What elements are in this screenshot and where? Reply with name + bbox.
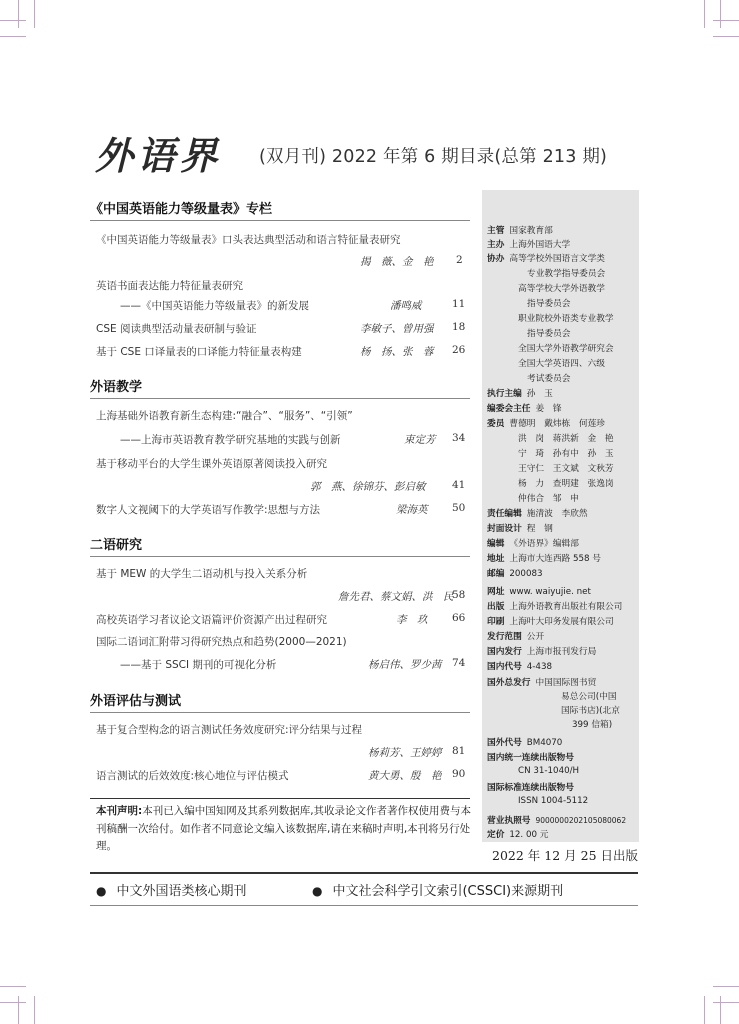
- masthead-row: [487, 615, 614, 627]
- masthead-label: 出版: [487, 602, 505, 612]
- domestic-value: 上海市报刊发行局: [526, 647, 597, 657]
- masthead-label: 发行范围: [487, 632, 522, 642]
- masthead-label: 协办: [487, 254, 505, 264]
- masthead-row: [487, 660, 552, 672]
- crop-mark: [713, 36, 739, 37]
- article-page: 26: [452, 344, 466, 356]
- masthead-label: 国外代号: [487, 738, 522, 748]
- crop-mark: [34, 996, 35, 1024]
- coop-value: 全国大学英语四、六级: [518, 359, 605, 369]
- article-authors: 郭 燕、徐锦芬、彭启敏: [310, 481, 426, 493]
- coop-value: 高等学校外国语言文学类: [509, 254, 605, 264]
- article-subtitle[interactable]: ——基于 SSCI 期刊的可视化分析: [120, 659, 277, 671]
- masthead-label: 定价: [487, 830, 505, 840]
- article-page: 81: [452, 745, 466, 757]
- journal-logo: 外语界: [95, 133, 222, 178]
- notice-text: 本刊已入编中国知网及其系列数据库,其收录论文作者著作权使用费与本刊稿酬一次给付。如作者不同意论文编入该数据库,请在来稿时声明,本刊将另行处理。: [96, 805, 472, 852]
- article-authors: 李敏子、曾用强: [360, 323, 434, 335]
- crop-mark: [18, 996, 19, 1024]
- members-value: 杨 力 查明建 张逸岗: [518, 479, 614, 489]
- crop-mark: [18, 0, 19, 28]
- crop-mark: [0, 20, 26, 21]
- notice-label: 本刊声明:: [96, 805, 143, 817]
- section-title: 外语教学: [90, 380, 143, 395]
- crop-mark: [0, 986, 26, 987]
- website-link[interactable]: www. waiyujie. net: [509, 587, 591, 597]
- postcode-value: 200083: [509, 569, 543, 579]
- article-authors: 潘鸣威: [390, 300, 422, 312]
- article-title[interactable]: 国际二语词汇附带习得研究热点和趋势(2000—2021): [96, 636, 347, 648]
- masthead-label: 国内发行: [487, 647, 522, 657]
- article-title[interactable]: 英语书面表达能力特征量表研究: [96, 280, 243, 292]
- article-page: 50: [452, 502, 466, 514]
- article-subtitle[interactable]: ——《中国英语能力等级量表》的新发展: [120, 300, 309, 312]
- article-title[interactable]: 基于移动平台的大学生课外英语原著阅读投入研究: [96, 458, 327, 470]
- masthead-row: [487, 507, 588, 519]
- article-page: 58: [452, 589, 466, 601]
- coop-value: 考试委员会: [527, 374, 571, 384]
- overseas-value: 国际书店)(北京: [561, 706, 620, 716]
- coop-value: 高等学校大学外语教学: [518, 284, 605, 294]
- crop-mark: [720, 996, 721, 1024]
- crop-mark: [713, 20, 739, 21]
- masthead-row: [487, 537, 579, 549]
- coop-value: 指导委员会: [527, 299, 571, 309]
- printer-value: 上海叶大印务发展有限公司: [509, 617, 614, 627]
- masthead-label: 封面设计: [487, 524, 522, 534]
- badge-text: 中文社会科学引文索引(CSSCI)来源期刊: [332, 884, 564, 899]
- masthead-label: 主办: [487, 240, 505, 250]
- masthead-row: [487, 387, 553, 399]
- overseas-code-value: BM4070: [526, 738, 563, 748]
- license-value: 9000000202105080062: [535, 816, 627, 825]
- article-page: 11: [452, 298, 466, 310]
- cover-value: 程 钢: [526, 524, 553, 534]
- masthead-label: 编委会主任: [487, 404, 531, 414]
- article-title[interactable]: 基于 CSE 口译量表的口译能力特征量表构建: [96, 346, 302, 358]
- masthead-row: [487, 224, 553, 236]
- masthead-label: 国外总发行: [487, 678, 531, 688]
- article-page: 2: [456, 254, 463, 266]
- masthead-row: [487, 781, 579, 793]
- masthead-row: [487, 585, 591, 597]
- footer-bottom-rule: [90, 905, 638, 906]
- cn-value: CN 31-1040/H: [518, 766, 580, 776]
- coop-value: 指导委员会: [527, 329, 571, 339]
- crop-mark: [34, 0, 35, 28]
- crop-mark: [713, 986, 739, 987]
- badge-text: 中文外国语类核心期刊: [116, 884, 247, 899]
- masthead-row: [487, 828, 548, 840]
- article-title[interactable]: 基于复合型构念的语言测试任务效度研究:评分结果与过程: [96, 724, 363, 736]
- masthead-row: [487, 736, 562, 748]
- masthead-row: [487, 552, 601, 564]
- crop-mark: [704, 0, 705, 28]
- article-authors: 李 玖: [396, 614, 428, 626]
- masthead-label: 网址: [487, 587, 505, 597]
- masthead-row: [487, 252, 605, 264]
- publication-date: 2022 年 12 月 25 日出版: [492, 848, 638, 863]
- masthead-label: 国内统一连续出版物号: [487, 753, 574, 763]
- coop-value: 职业院校外语类专业教学: [518, 314, 614, 324]
- article-title[interactable]: 基于 MEW 的大学生二语动机与投入关系分析: [96, 568, 308, 580]
- page-header: [95, 127, 645, 178]
- masthead-label: 营业执照号: [487, 816, 531, 826]
- masthead-row: [487, 814, 626, 826]
- article-subtitle[interactable]: ——上海市英语教育教学研究基地的实践与创新: [120, 434, 341, 446]
- article-title[interactable]: 《中国英语能力等级量表》口头表达典型活动和语言特征量表研究: [96, 234, 401, 246]
- article-authors: 杨启伟、罗少茜: [368, 659, 442, 671]
- crop-mark: [0, 1002, 26, 1003]
- article-title[interactable]: 数字人文视阈下的大学英语写作教学:思想与方法: [96, 504, 321, 516]
- article-page: 90: [452, 768, 466, 780]
- masthead-label: 国际标准连续出版物号: [487, 783, 574, 793]
- members-value: 王守仁 王文斌 文秋芳: [518, 464, 614, 474]
- masthead-label: 邮编: [487, 569, 505, 579]
- masthead-label: 委员: [487, 419, 505, 429]
- article-page: 18: [452, 321, 466, 333]
- masthead-row: [487, 522, 553, 534]
- masthead-label: 执行主编: [487, 389, 522, 399]
- masthead-row: [487, 676, 596, 688]
- issue-subtitle: (双月刊) 2022 年第 6 期目录(总第 213 期): [259, 147, 608, 167]
- masthead-row: [487, 402, 562, 414]
- coop-value: 专业教学指导委员会: [527, 269, 606, 279]
- article-authors: 杨莉芳、王婷婷: [368, 747, 442, 759]
- section-title: 二语研究: [90, 538, 143, 553]
- section-divider: [90, 712, 470, 713]
- article-authors: 詹先君、蔡文娟、洪 民: [338, 591, 454, 603]
- article-title[interactable]: CSE 阅读典型活动量表研制与验证: [96, 323, 257, 335]
- masthead-row: [487, 751, 579, 763]
- article-authors: 束定芳: [404, 434, 436, 446]
- masthead-row: [487, 630, 544, 642]
- article-page: 66: [452, 612, 466, 624]
- article-authors: 杨 扬、张 蓉: [360, 346, 434, 358]
- core-journal-badge: [96, 880, 247, 899]
- masthead-label: 印刷: [487, 617, 505, 627]
- members-value: 洪 岗 蒋洪新 金 艳: [518, 434, 614, 444]
- notice-top-rule: [90, 798, 470, 799]
- masthead-row: [487, 645, 596, 657]
- article-authors: 黄大勇、殷 艳: [368, 770, 442, 782]
- section-title: 外语评估与测试: [90, 694, 182, 709]
- section-divider: [90, 220, 470, 221]
- sponsor-value: 国家教育部: [509, 226, 553, 236]
- overseas-value: 399 信箱): [572, 720, 613, 730]
- members-value: 宁 琦 孙有中 孙 玉: [518, 449, 614, 459]
- editor-value: 施清波 李欣然: [526, 509, 588, 519]
- masthead-label: 责任编辑: [487, 509, 522, 519]
- copyright-notice: [96, 803, 476, 856]
- article-title[interactable]: 语言测试的后效效度:核心地位与评估模式: [96, 770, 289, 782]
- article-title[interactable]: 上海基础外语教育新生态构建:“融合”、“服务”、“引领”: [96, 410, 353, 422]
- crop-mark: [713, 1002, 739, 1003]
- edit-dept-value: 《外语界》编辑部: [509, 539, 579, 549]
- article-page: 74: [452, 657, 466, 669]
- committee-head-value: 姜 锋: [535, 404, 562, 414]
- bullet-icon: ●: [312, 884, 323, 898]
- coop-value: 全国大学外语教学研究会: [518, 344, 614, 354]
- exec-editor-value: 孙 玉: [526, 389, 553, 399]
- masthead-row: [487, 238, 570, 250]
- masthead-row: [487, 417, 605, 429]
- masthead-row: [487, 600, 622, 612]
- crop-mark: [0, 36, 26, 37]
- article-authors: 揭 薇、金 艳: [360, 256, 434, 268]
- crop-mark: [720, 0, 721, 28]
- overseas-value: 中国国际图书贸: [535, 678, 597, 688]
- members-value: 仲伟合 邹 申: [518, 494, 579, 504]
- overseas-value: 易总公司(中国: [561, 692, 617, 702]
- masthead-label: 国内代号: [487, 662, 522, 672]
- masthead-row: [487, 567, 543, 579]
- article-page: 41: [452, 479, 466, 491]
- section-title: 《中国英语能力等级量表》专栏: [90, 202, 273, 217]
- publisher-value: 上海外语教育出版社有限公司: [509, 602, 623, 612]
- section-divider: [90, 398, 470, 399]
- host-value: 上海外国语大学: [509, 240, 571, 250]
- article-title[interactable]: 高校英语学习者议论文语篇评价资源产出过程研究: [96, 614, 327, 626]
- masthead-label: 地址: [487, 554, 505, 564]
- article-page: 34: [452, 432, 466, 444]
- crop-mark: [704, 996, 705, 1024]
- price-value: 12. 00 元: [509, 830, 549, 840]
- masthead-panel: [482, 190, 639, 842]
- scope-value: 公开: [526, 632, 545, 642]
- section-divider: [90, 556, 470, 557]
- footer-top-rule: [90, 872, 638, 874]
- article-authors: 梁海英: [396, 504, 428, 516]
- domestic-code-value: 4-438: [526, 662, 552, 672]
- masthead-label: 编辑: [487, 539, 505, 549]
- cssci-badge: [312, 880, 563, 899]
- issn-value: ISSN 1004-5112: [518, 796, 589, 806]
- address-value: 上海市大连西路 558 号: [509, 554, 601, 564]
- members-value: 曹德明 戴炜栋 何莲珍: [509, 419, 605, 429]
- masthead-label: 主管: [487, 226, 505, 236]
- bullet-icon: ●: [96, 884, 107, 898]
